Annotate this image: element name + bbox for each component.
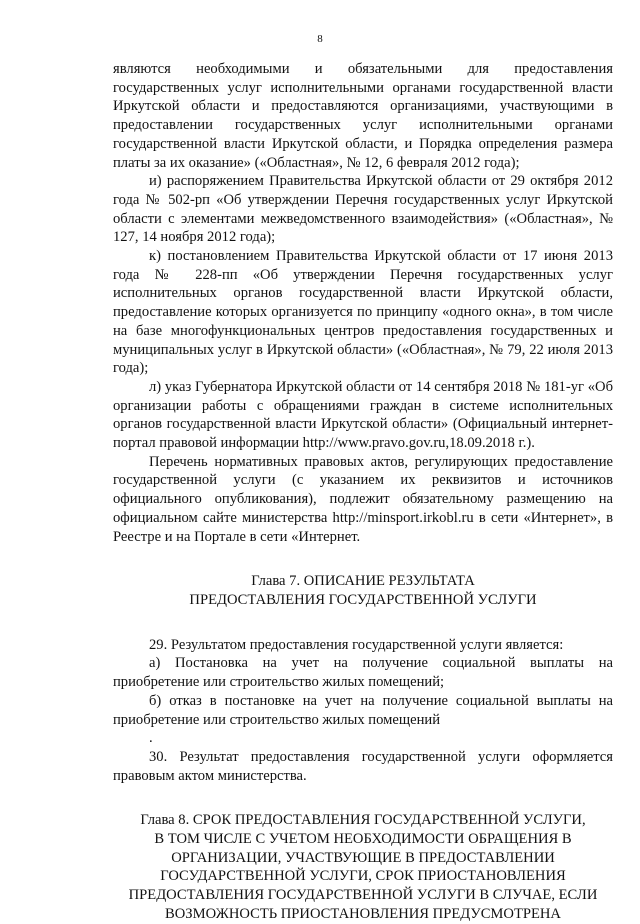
paragraph-continuation: являются необходимыми и обязательными для предоставления государственных услуг исполнительными органами государственной власти Иркутской области и предоставляются организациями, участвующими в предоставлении государственных услуг исполнительными органами государственной власти Иркутской области, и Порядка определения размера платы за их оказание» («Областная», № 12, 6 февраля 2012 года); [113, 61, 613, 171]
item-30: 30. Результат предоставления государственной услуги оформляется правовым актом министерства. [113, 748, 613, 784]
paragraph-list-of-acts: Перечень нормативных правовых актов, регулирующих предоставление государственной услуги (с указанием их реквизитов и источников официального опубликования), подлежит обязательному размещению на официальном сайте министерства http://minsport.irkobl.ru в сети «Интернет», в Реестре и на Портале в сети «Интернет. [113, 453, 613, 545]
paragraph-item-k: к) постановлением Правительства Иркутской области от 17 июня 2013 года № 228-пп «Об утверждении Перечня государственных услуг исполнительных органов государственной власти Иркутской области, предоставление которых организуется по принципу «одного окна», в том числе на базе многофункциональных центров предоставления государственных и муниципальных услуг в Иркутской области» («Областная», № 79, 22 июля 2013 года); [113, 248, 613, 377]
chapter-8-title-line-3: ОРГАНИЗАЦИИ, УЧАСТВУЮЩИЕ В ПРЕДОСТАВЛЕНИИ [171, 849, 555, 866]
item-29-b: б) отказ в постановке на учет на получение социальной выплаты на приобретение или строительство жилых помещений [113, 692, 613, 728]
document-body [113, 60, 613, 924]
item-29-intro: 29. Результатом предоставления государственной услуги является: [149, 636, 564, 653]
chapter-8-title-line-2: В ТОМ ЧИСЛЕ С УЧЕТОМ НЕОБХОДИМОСТИ ОБРАЩЕНИЯ В [154, 831, 572, 848]
chapter-7-title-line-1: Глава 7. ОПИСАНИЕ РЕЗУЛЬТАТА [251, 573, 475, 590]
chapter-8-title-line-1: Глава 8. СРОК ПРЕДОСТАВЛЕНИЯ ГОСУДАРСТВЕННОЙ УСЛУГИ, [140, 812, 586, 829]
chapter-7-heading [113, 572, 613, 609]
paragraph-item-i: и) распоряжением Правительства Иркутской области от 29 октября 2012 года № 502-рп «Об утверждении Перечня государственных услуг Иркутской области с элементами межведомственного взаимодействия» («Областная», № 127, 14 ноября 2012 года); [113, 173, 613, 246]
stray-dot: . [149, 730, 153, 747]
chapter-8-title-line-6: ВОЗМОЖНОСТЬ ПРИОСТАНОВЛЕНИЯ ПРЕДУСМОТРЕНА [165, 905, 561, 922]
page-number: 8 [317, 33, 323, 45]
chapter-7-title-line-2: ПРЕДОСТАВЛЕНИЯ ГОСУДАРСТВЕННОЙ УСЛУГИ [189, 591, 537, 608]
chapter-8-heading [113, 811, 613, 923]
paragraph-item-l: л) указ Губернатора Иркутской области от 14 сентября 2018 № 181-уг «Об организации работы с обращениями граждан в системе исполнительных органов государственной власти Иркутской области» (Официальный интернет-портал правовой информации http://www.pravo.gov.ru,18.09.2018 г.). [113, 378, 613, 452]
chapter-8-title-line-5: ПРЕДОСТАВЛЕНИЯ ГОСУДАРСТВЕННОЙ УСЛУГИ В СЛУЧАЕ, ЕСЛИ [128, 887, 598, 904]
chapter-8-title-line-4: ГОСУДАРСТВЕННОЙ УСЛУГИ, СРОК ПРИОСТАНОВЛЕНИЯ [160, 868, 566, 885]
item-29-a: а) Постановка на учет на получение социальной выплаты на приобретение или строительство жилых помещений; [113, 655, 613, 691]
